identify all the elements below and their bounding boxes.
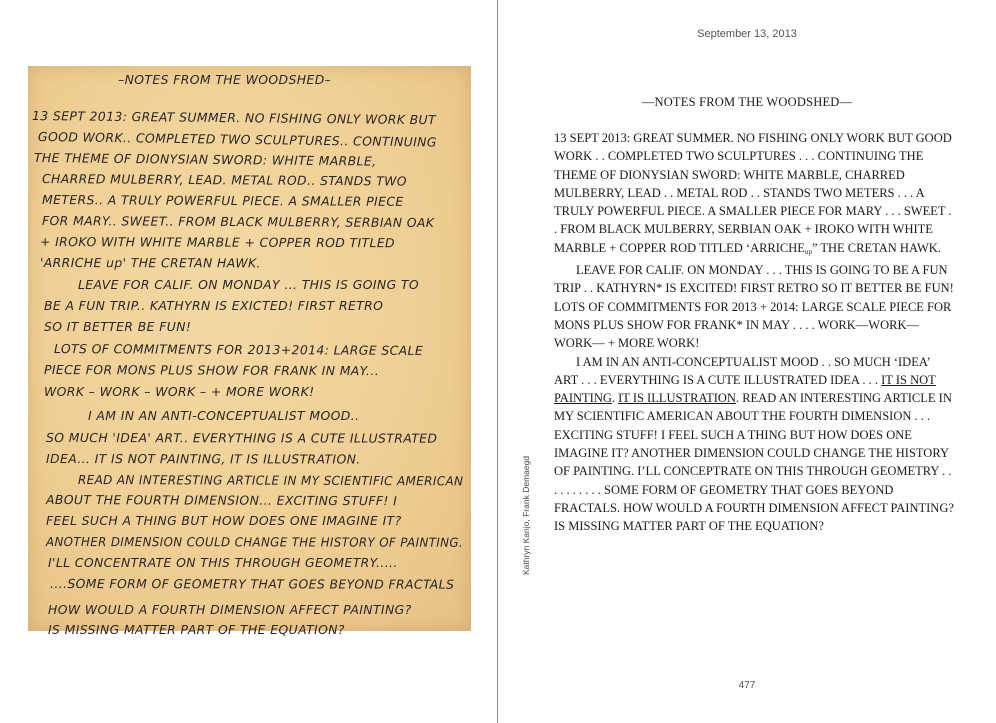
handwritten-line: SO MUCH 'IDEA' ART.. EVERYTHING IS A CUTE ILLUSTRATED (45, 430, 438, 446)
handwritten-note-scan (28, 66, 471, 637)
handwritten-line: FEEL SUCH A THING BUT HOW DOES ONE IMAGINE IT? (46, 513, 402, 528)
handwritten-line: METERS.. A TRULY POWERFUL PIECE. A SMALLER PIECE (41, 192, 404, 209)
handwritten-line: ANOTHER DIMENSION COULD CHANGE THE HISTORY OF PAINTING. (45, 534, 464, 550)
handwritten-line: IDEA... IT IS NOT PAINTING, IT IS ILLUSTRATION. (45, 451, 361, 467)
handwritten-line: + IROKO WITH WHITE MARBLE + COPPER ROD TITLED (39, 234, 396, 251)
handwritten-line: GOOD WORK.. COMPLETED TWO SCULPTURES.. CONTINUING (37, 129, 437, 150)
handwritten-line: I'LL CONCENTRATE ON THIS THROUGH GEOMETRY..... (48, 555, 398, 570)
paragraph-1: 13 SEPT 2013: GREAT SUMMER. NO FISHING ONLY WORK BUT GOOD WORK . . COMPLETED TWO SCULPTURES . . . CONTINUING THE THEME OF DIONYSIAN SWORD: WHITE MARBLE, CHARRED MULBERRY, LEAD . . METAL ROD . . STANDS TWO METERS . . . A TRULY POWERFUL PIECE. A SMALLER PIECE FOR MARY . . . SWEET . . FROM BLACK MULBERRY, SERBIAN OAK + IROKO WITH WHITE MARBLE + COPPER ROD TITLED ‘$ARRICHE_{up}$” THE CRETAN HAWK. (554, 131, 952, 256)
photo-credit: Kathryn Kanjo, Frank Demaegd (521, 455, 531, 575)
handwritten-line: ABOUT THE FOURTH DIMENSION... EXCITING STUFF! I (45, 492, 398, 509)
handwritten-line: I AM IN AN ANTI-CONCEPTUALIST MOOD.. (88, 408, 360, 423)
handwritten-line: WORK – WORK – WORK – + MORE WORK! (44, 384, 315, 399)
handwritten-line: 'ARRICHE up' THE CRETAN HAWK. (39, 255, 261, 271)
handwritten-line: PIECE FOR MONS PLUS SHOW FOR FRANK IN MAY... (43, 362, 380, 379)
page-number: 477 (738, 680, 756, 691)
right-page (498, 0, 996, 723)
handwritten-line: THE THEME OF DIONYSIAN SWORD: WHITE MARBLE, (33, 150, 377, 169)
paragraph-3: LOTS OF COMMITMENTS FOR 2013 + 2014: LARGE SCALE PIECE FOR MONS PLUS SHOW FOR FRANK* IN MAY . . . . WORK—WORK—WORK— + MORE WORK! (554, 299, 952, 351)
handwritten-line: LEAVE FOR CALIF. ON MONDAY ... THIS IS GOING TO (78, 277, 420, 292)
handwritten-text (28, 66, 471, 637)
handwritten-line: BE A FUN TRIP.. KATHYRN IS EXICTED! FIRST RETRO (44, 298, 384, 313)
running-head: September 13, 2013 (697, 28, 797, 40)
handwritten-line: FOR MARY.. SWEET.. FROM BLACK MULBERRY, SERBIAN OAK (41, 213, 435, 231)
handwritten-line: 13 SEPT 2013: GREAT SUMMER. NO FISHING ONLY WORK BUT (31, 108, 437, 128)
handwritten-line: READ AN INTERESTING ARTICLE IN MY SCIENTIFIC AMERICAN (77, 472, 464, 489)
transcription-body (554, 129, 956, 536)
paragraph-4: I AM IN AN ANTI-CONCEPTUALIST MOOD . . SO MUCH ‘IDEA’ ART . . . EVERYTHING IS A CUTE ILLUSTRATED IDEA . . . IT IS NOT PAINTING. IT IS ILLUSTRATION. READ AN INTERESTING ARTICLE IN MY SCIENTIFIC AMERICAN ABOUT THE FOURTH DIMENSION . . . EXCITING STUFF! I FEEL SUCH A THING BUT HOW DOES ONE IMAGINE IT? ANOTHER DIMENSION COULD CHANGE THE HISTORY OF PAINTING. I’LL CONCEPTRATE ON THIS THROUGH GEOMETRY . . . . . . . . . . SOME FORM OF GEOMETRY THAT GOES BEYOND FRACTALS. HOW WOULD A FOURTH DIMENSION AFFECT PAINTING? IS MISSING MATTER PART OF THE EQUATION? (554, 354, 954, 534)
handwritten-line: HOW WOULD A FOURTH DIMENSION AFFECT PAINTING? (48, 602, 412, 617)
handwritten-line: IS MISSING MATTER PART OF THE EQUATION? (48, 622, 345, 637)
handwritten-line: ....SOME FORM OF GEOMETRY THAT GOES BEYOND FRACTALS (49, 576, 455, 592)
handwritten-line: LOTS OF COMMITMENTS FOR 2013+2014: LARGE SCALE (53, 341, 424, 358)
handwritten-line: –NOTES FROM THE WOODSHED– (118, 72, 332, 87)
left-page (0, 0, 497, 723)
paragraph-2: LEAVE FOR CALIF. ON MONDAY . . . THIS IS GOING TO BE A FUN TRIP . . KATHYRN* IS EXCITED! FIRST RETRO SO IT BETTER BE FUN! (554, 263, 954, 296)
handwritten-line: SO IT BETTER BE FUN! (44, 319, 192, 334)
article-title: —NOTES FROM THE WOODSHED— (641, 95, 853, 109)
handwritten-line: CHARRED MULBERRY, LEAD. METAL ROD.. STANDS TWO (41, 171, 408, 189)
